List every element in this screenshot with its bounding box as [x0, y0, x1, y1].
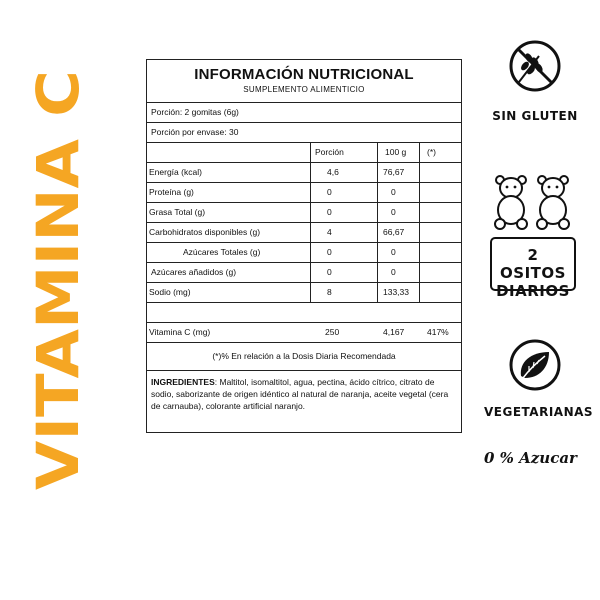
portion-row [147, 102, 461, 123]
row-label: Sodio (mg) [149, 287, 191, 297]
row-label: Carbohidratos disponibles (g) [149, 227, 261, 237]
row-per100: 0 [391, 187, 396, 197]
ingredients-label: INGREDIENTES [151, 377, 215, 387]
row-label: Grasa Total (g) [149, 207, 206, 217]
vitamin-label: Vitamina C (mg) [149, 327, 211, 337]
daily-dose-line1: 2 OSITOS [500, 246, 566, 282]
portion-text: Porción: 2 gomitas (6g) [151, 107, 239, 117]
row-portion: 0 [327, 247, 332, 257]
table-row [147, 202, 461, 223]
row-portion: 0 [327, 207, 332, 217]
col-header-portion: Porción [315, 147, 344, 157]
row-per100: 0 [391, 267, 396, 277]
row-per100: 66,67 [383, 227, 405, 237]
gummy-bears-badge [490, 174, 580, 235]
table-row [147, 162, 461, 183]
row-per100: 0 [391, 207, 396, 217]
row-portion: 0 [327, 187, 332, 197]
row-portion: 4,6 [327, 167, 339, 177]
col-header-per100: 100 g [385, 147, 407, 157]
panel-title: INFORMACIÓN NUTRICIONAL [194, 66, 414, 83]
table-row [147, 222, 461, 243]
footnote-row [147, 342, 461, 371]
col-divider [377, 142, 378, 302]
zero-sugar-text: 0 % Azucar [484, 449, 577, 467]
row-label: Azúcares Totales (g) [183, 247, 261, 257]
row-portion: 8 [327, 287, 332, 297]
vitamin-dd: 417% [427, 327, 449, 337]
row-per100: 133,33 [383, 287, 409, 297]
spacer-row [147, 302, 461, 323]
daily-dose-line2: DIARIOS [496, 282, 570, 300]
footnote: (*)% En relación a la Dosis Diaria Recomendada [212, 351, 396, 361]
panel-header [147, 60, 461, 103]
table-row [147, 262, 461, 283]
row-label: Energía (kcal) [149, 167, 202, 177]
row-label: Azúcares añadidos (g) [151, 267, 237, 277]
gluten-free-badge [490, 36, 580, 123]
nutrition-panel [146, 59, 462, 433]
side-title-text: VITAMINA C [24, 108, 92, 490]
vitamin-portion: 250 [325, 327, 340, 337]
row-portion: 0 [327, 267, 332, 277]
row-per100: 0 [391, 247, 396, 257]
leaf-icon [505, 336, 565, 394]
table-header-row [147, 142, 461, 163]
table-row [147, 282, 461, 303]
panel-subtitle: SUMPLEMENTO ALIMENTICIO [243, 85, 365, 94]
col-divider [419, 142, 420, 302]
wheat-crossed-icon [505, 36, 565, 96]
ingredients [151, 376, 457, 412]
row-portion: 4 [327, 227, 332, 237]
ingredients-text: : Maltitol, isomaltitol, agua, pectina, ácido cítrico, citrato de sodio, saborizante de origen idéntico al natural de naranja, aceite vegetal (cera de carnauba), colorante artificial naranjo. [151, 377, 449, 411]
vitamin-row [147, 322, 461, 343]
col-header-dd: (*) [427, 147, 436, 157]
side-title [14, 60, 94, 500]
table-row [147, 242, 461, 263]
vitamin-per100: 4,167 [383, 327, 405, 337]
gluten-free-label: SIN GLUTEN [492, 109, 578, 123]
gummy-bears-icon [492, 174, 578, 230]
table-row [147, 182, 461, 203]
per-pack-text: Porción por envase: 30 [151, 127, 239, 137]
row-per100: 76,67 [383, 167, 405, 177]
per-pack-row [147, 122, 461, 143]
row-label: Proteína (g) [149, 187, 194, 197]
vegetarian-label: VEGETARIANAS [484, 405, 594, 419]
col-divider [310, 142, 311, 302]
vegetarian-badge [484, 336, 594, 419]
daily-dose-box [490, 237, 576, 300]
